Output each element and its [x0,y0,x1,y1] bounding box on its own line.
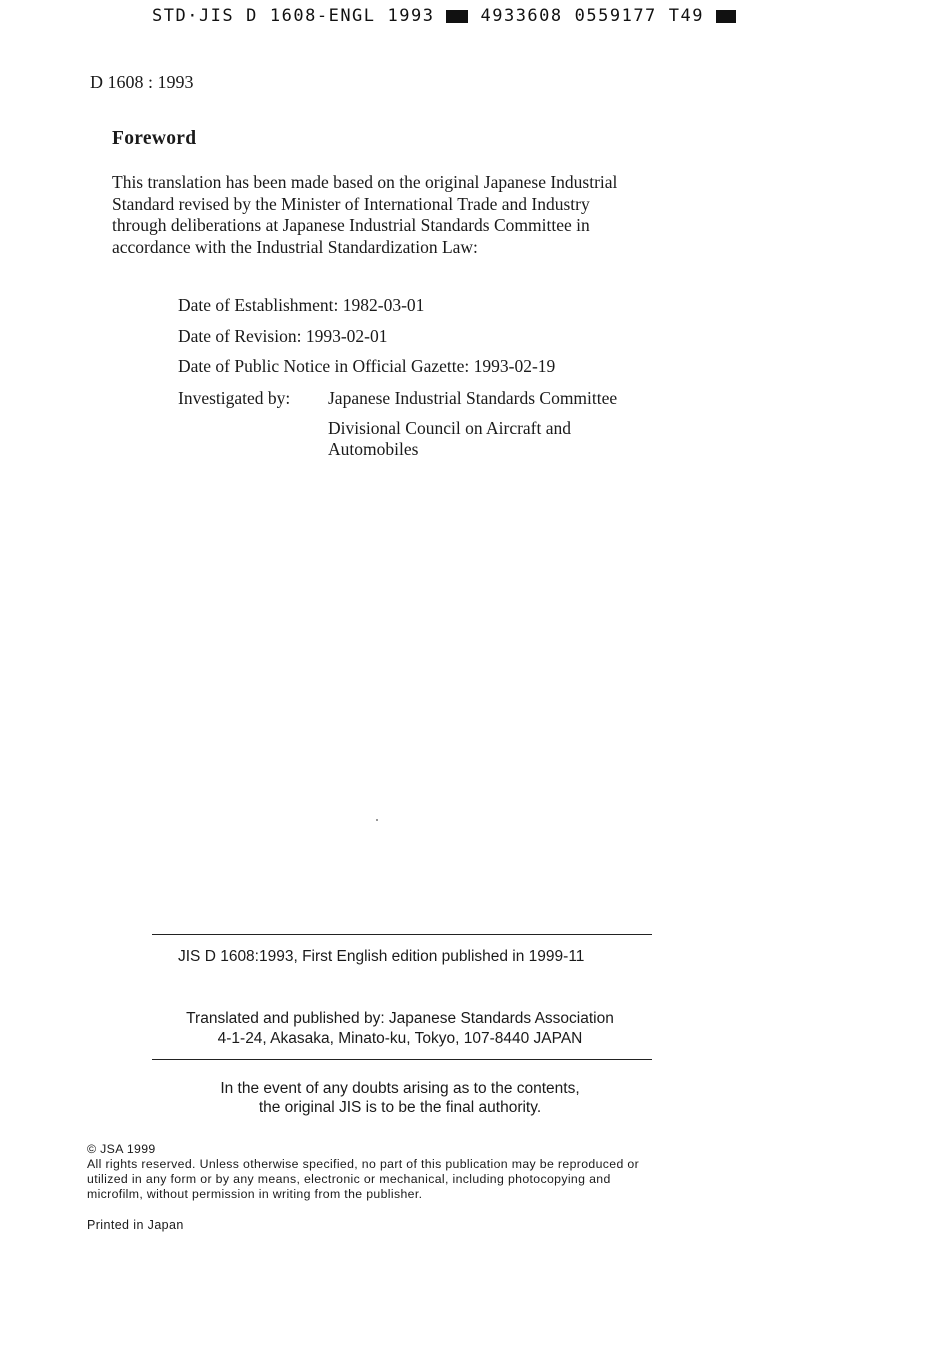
date-public-notice: Date of Public Notice in Official Gazette: 1993-02-19 [178,356,556,376]
investigated-line: Automobiles [328,439,419,459]
redaction-block-icon [716,10,736,23]
foreword-line: This translation has been made based on the original Japanese Industrial [112,172,618,192]
scan-letter: D [246,6,258,26]
copyright-notice: © JSA 1999 [87,1142,156,1156]
date-revision: Date of Revision: 1993-02-01 [178,326,388,346]
scan-number-a: 4933608 [480,6,563,26]
publisher-line: Translated and published by: Japanese Standards Association [186,1010,614,1027]
scan-number-b: 0559177 [574,6,657,26]
authority-note [150,1079,650,1117]
authority-line: In the event of any doubts arising as to the contents, [220,1080,580,1097]
printed-in: Printed in Japan [87,1218,184,1232]
scan-speck [376,819,378,821]
divider-top [152,934,652,935]
scan-year: 1993 [387,6,435,26]
scan-std-code: STD·JIS [152,6,235,26]
authority-line: the original JIS is to be the final authority. [258,1099,542,1116]
foreword-line: accordance with the Industrial Standardization Law: [112,236,478,257]
foreword-line: through deliberations at Japanese Industrial Standards Committee in [112,215,590,235]
redaction-block-icon [446,10,468,23]
foreword-heading: Foreword [112,128,197,149]
scan-suffix: T49 [668,6,705,26]
publisher-block [150,1009,650,1049]
investigated-label: Investigated by: [178,388,291,408]
scan-doc-id: 1608-ENGL [269,6,376,26]
foreword-body [112,172,732,258]
doc-number: D 1608 : 1993 [90,72,194,92]
investigated-line: Japanese Industrial Standards Committee [328,388,618,408]
scan-header [152,6,736,26]
foreword-line: Standard revised by the Minister of International Trade and Industry [112,193,590,214]
copyright-line: utilized in any form or by any means, electronic or mechanical, including photocopying and [87,1172,611,1186]
copyright-block [87,1142,639,1202]
date-establishment: Date of Establishment: 1982-03-01 [178,295,425,315]
copyright-line: All rights reserved. Unless otherwise specified, no part of this publication may be reproduced or [87,1157,640,1171]
copyright-line: microfilm, without permission in writing from the publisher. [87,1187,423,1201]
divider-bottom [152,1059,652,1060]
edition-line: JIS D 1608:1993, First English edition published in 1999-11 [178,948,585,965]
publisher-address: 4-1-24, Akasaka, Minato-ku, Tokyo, 107-8440 JAPAN [217,1030,583,1047]
investigated-line: Divisional Council on Aircraft and [328,418,572,438]
